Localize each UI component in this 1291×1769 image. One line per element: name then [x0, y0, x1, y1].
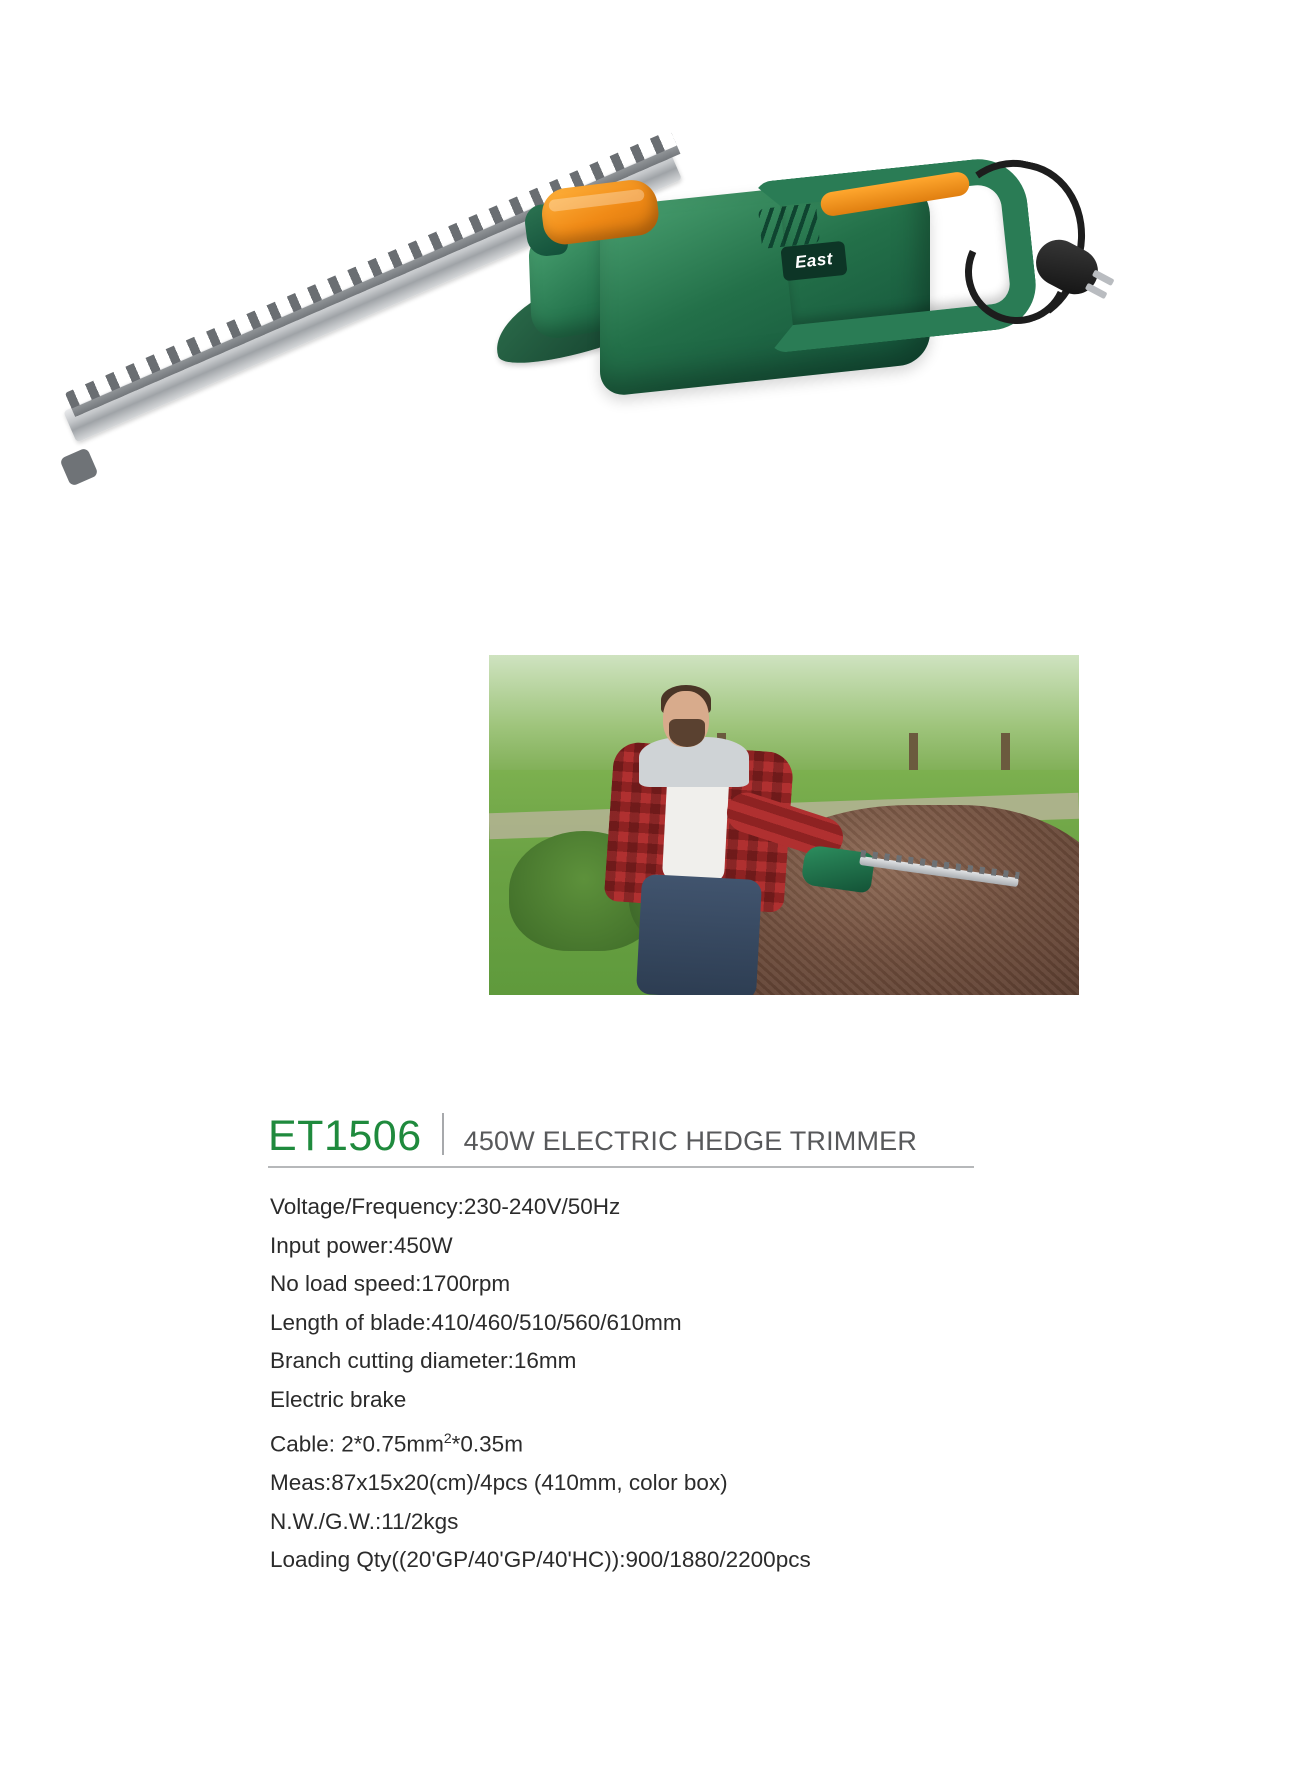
spec-item-cable — [270, 1419, 1070, 1464]
spec-item: N.W./G.W.:11/2kgs — [270, 1508, 459, 1534]
cable-prefix: Cable: 2*0.75mm — [270, 1431, 444, 1457]
spec-item: Length of blade:410/460/510/560/610mm — [270, 1309, 682, 1335]
spec-item: No load speed:1700rpm — [270, 1271, 511, 1296]
spec-item: Loading Qty((20'GP/40'GP/40'HC)):900/1880/2200pcs — [270, 1547, 811, 1572]
cable-suffix: *0.35m — [451, 1431, 523, 1457]
product-hero-image — [0, 0, 1291, 470]
spec-item: Meas:87x15x20(cm)/4pcs (410mm, color box) — [270, 1470, 728, 1495]
spec-item: Branch cutting diameter:16mm — [270, 1348, 577, 1373]
product-name: 450W ELECTRIC HEDGE TRIMMER — [463, 1126, 918, 1156]
spec-item: Voltage/Frequency:230-240V/50Hz — [270, 1194, 621, 1219]
title-underline — [268, 1166, 974, 1168]
trimmer-blade-tip — [59, 447, 98, 486]
lifestyle-photo — [489, 655, 1079, 995]
product-title-row — [268, 1108, 1028, 1161]
brand-logo-plate — [780, 241, 847, 282]
spec-list — [270, 1188, 1070, 1580]
cable-superscript: 2 — [443, 1430, 452, 1446]
photo-person-beard — [669, 719, 705, 747]
spec-item: Input power:450W — [270, 1232, 453, 1258]
hero-illustration — [60, 160, 1120, 570]
product-model: ET1506 — [268, 1112, 422, 1160]
photo-person-jeans — [636, 874, 762, 995]
brand-logo-text: East — [794, 249, 834, 272]
title-divider — [442, 1113, 444, 1155]
spec-item: Electric brake — [270, 1386, 407, 1412]
